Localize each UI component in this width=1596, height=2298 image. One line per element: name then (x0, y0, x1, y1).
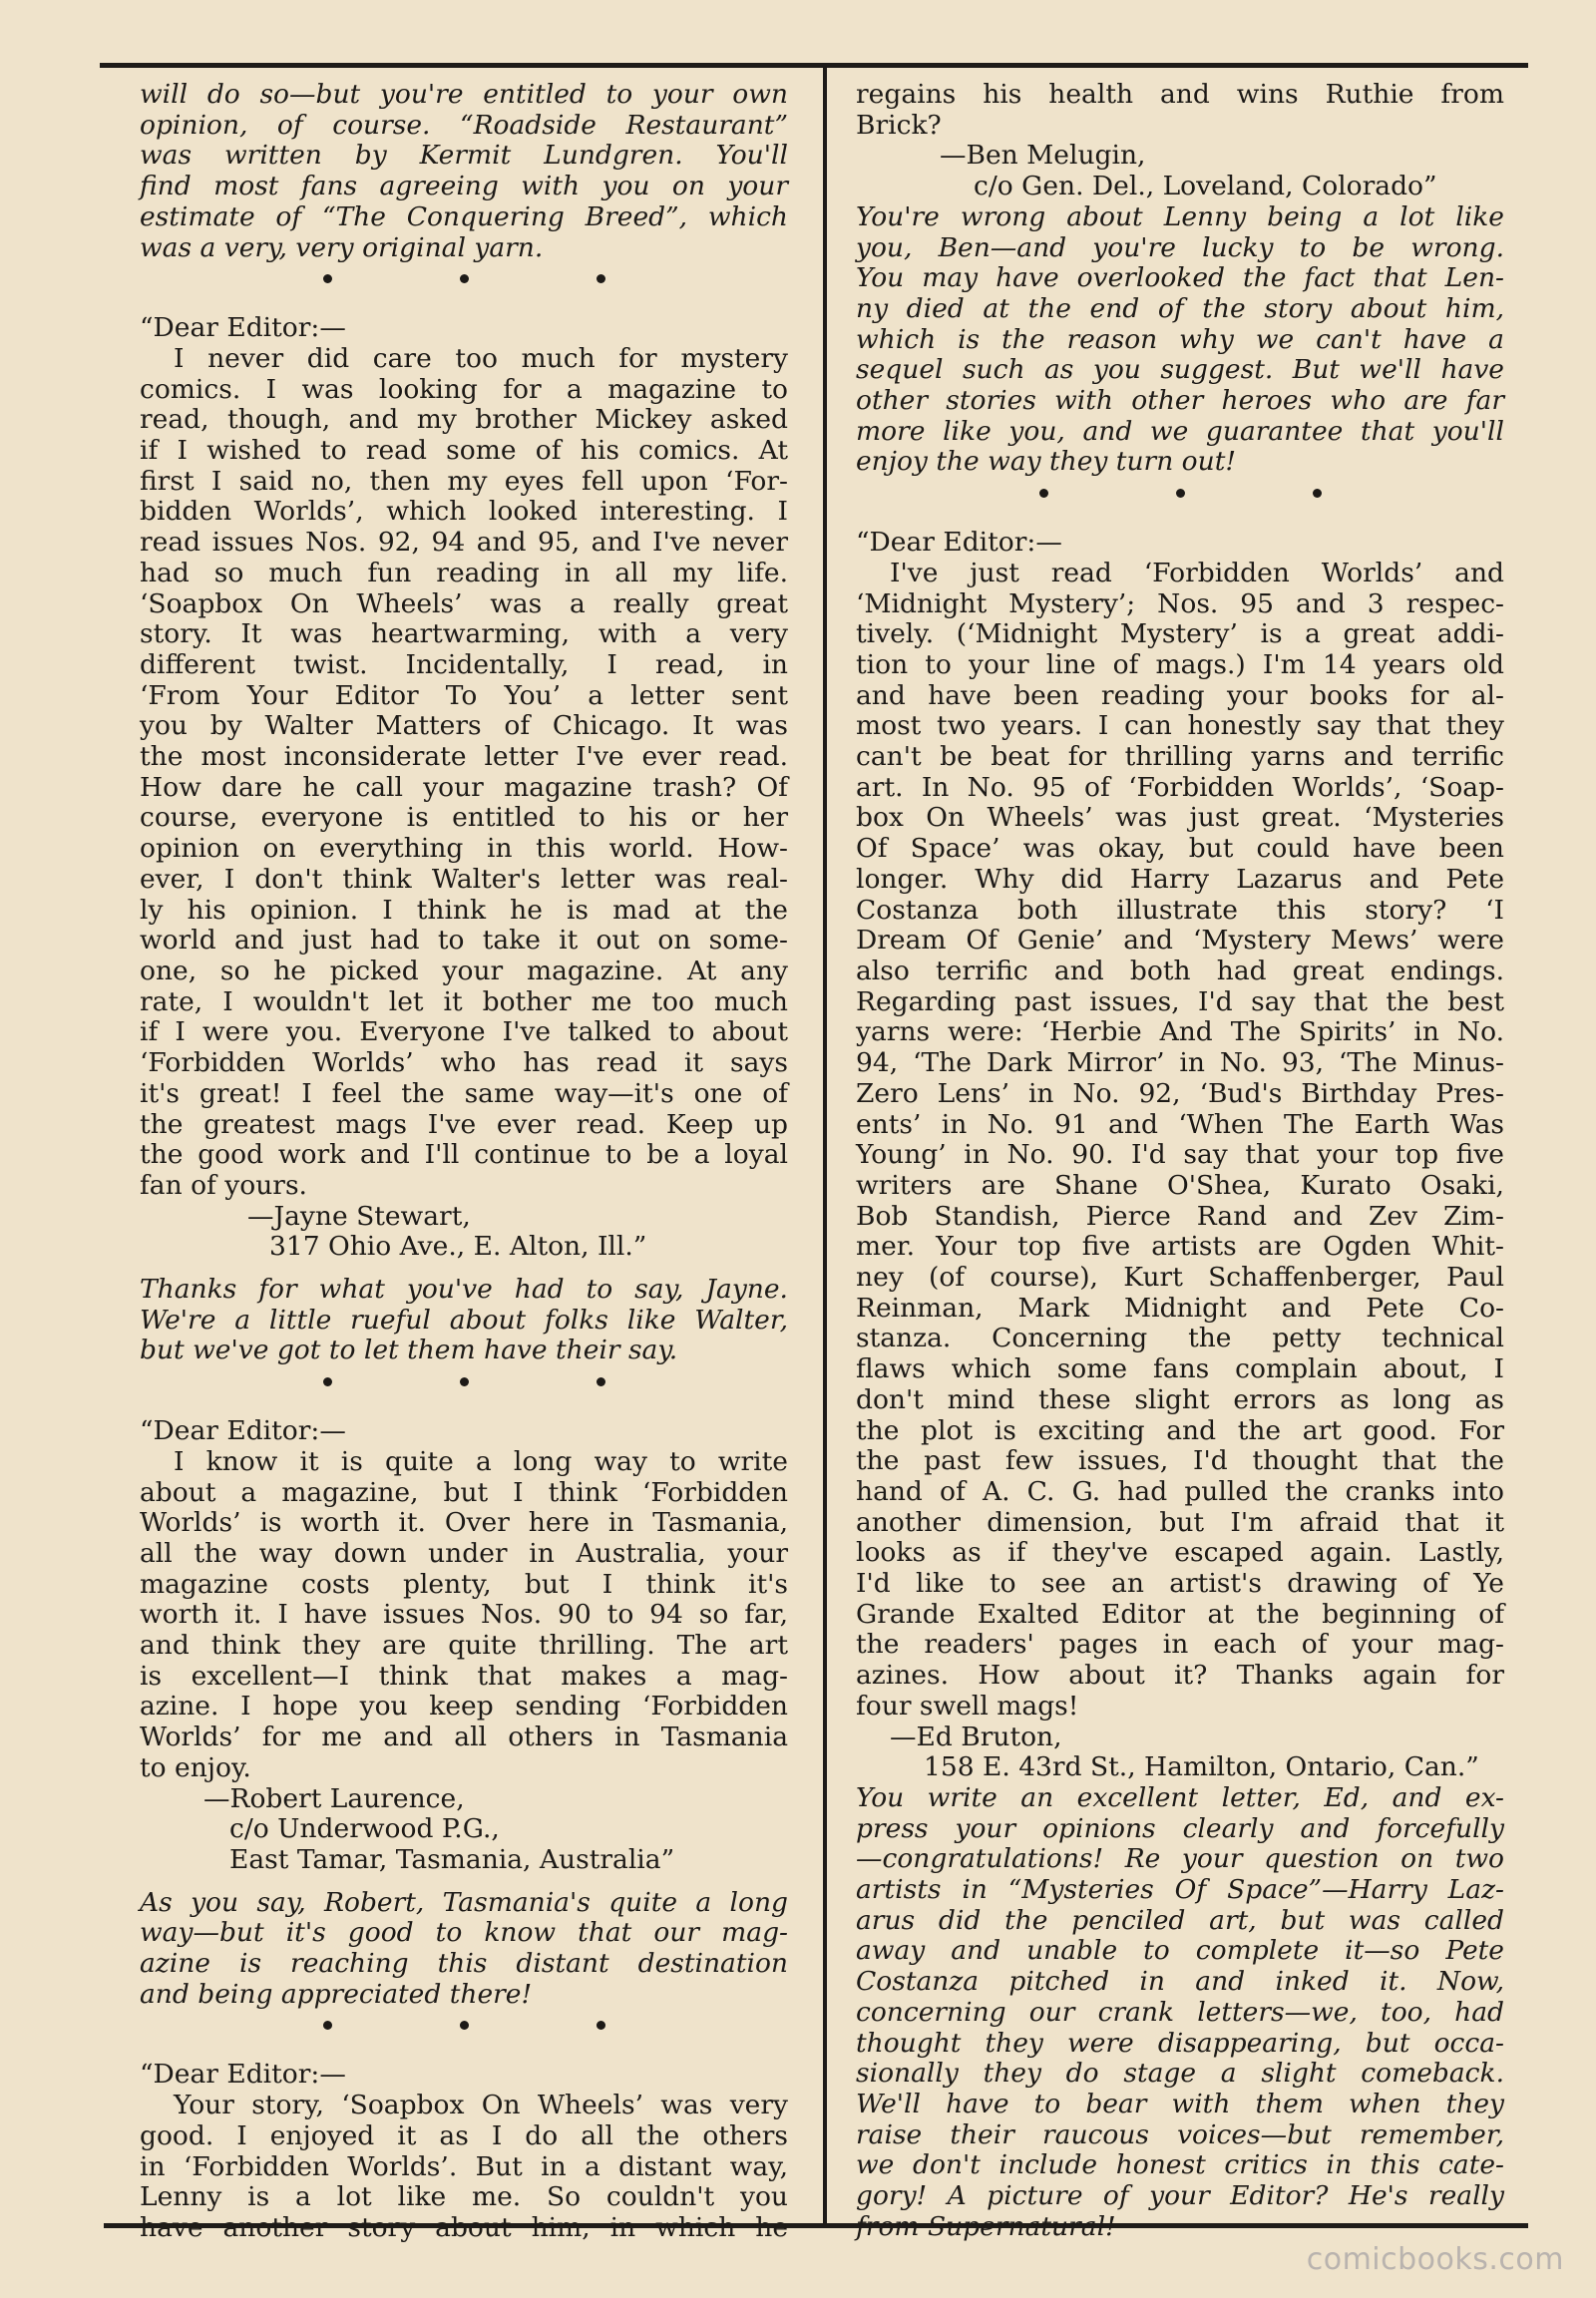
text-line: enjoy the way they turn out! (856, 446, 1237, 478)
text-line: world and just had to take it out on some- (140, 925, 788, 957)
text-line: thought they were disappearing, but occa- (856, 2027, 1504, 2059)
text-line: first I said no, then my eyes fell upon ‘For- (140, 465, 788, 497)
letter-salutation: “Dear Editor:— (140, 1415, 346, 1447)
text-line: flaws which some fans complain about, I (856, 1353, 1504, 1385)
text-line: ny died at the end of the story about him, (856, 292, 1504, 324)
text-line: in ‘Forbidden Worlds’. But in a distant way, (140, 2150, 788, 2182)
text-line: had so much fun reading in all my life. (140, 557, 788, 588)
text-line: azines. How about it? Thanks again for (856, 1660, 1504, 1692)
text-line: ents’ in No. 91 and ‘When The Earth Was (856, 1108, 1504, 1140)
letter-address: 158 E. 43rd St., Hamilton, Ontario, Can.” (924, 1751, 1479, 1783)
text-line: ‘From Your Editor To You’ a letter sent (140, 679, 788, 711)
text-line: Dream Of Genie’ and ‘Mystery Mews’ were (856, 925, 1504, 957)
right-column (856, 80, 1504, 2243)
text-line: azine. I hope you keep sending ‘Forbidden (140, 1691, 788, 1723)
letter-signature: —Ben Melugin, (940, 140, 1146, 172)
text-line: which is the reason why we can't have a (856, 323, 1504, 355)
text-line: don't mind these slight errors as long as (856, 1383, 1504, 1415)
text-line: bidden Worlds’, which looked interesting. I (140, 496, 788, 528)
text-line: can't be beat for thrilling yarns and terrific (856, 741, 1504, 773)
text-line: about a magazine, but I think ‘Forbidden (140, 1476, 788, 1508)
text-line: ‘Soapbox On Wheels’ was a really great (140, 587, 788, 619)
text-line: the most inconsiderate letter I've ever read. (140, 741, 788, 773)
text-line: magazine costs plenty, but I think it's (140, 1568, 788, 1600)
text-line: rate, I wouldn't let it bother me too much (140, 985, 788, 1017)
letter (140, 313, 788, 1366)
text-line: all the way down under in Australia, your (140, 1537, 788, 1569)
text-line: most two years. I can honestly say that they (856, 710, 1504, 742)
letter (856, 528, 1504, 2242)
text-line: but we've got to let them have their say. (140, 1335, 678, 1366)
editor-reply (856, 1783, 1504, 2243)
text-line: was written by Kermit Lundgren. You'll (140, 140, 788, 172)
text-line: Grande Exalted Editor at the beginning of (856, 1598, 1504, 1630)
text-line: 94, ‘The Dark Mirror’ in No. 93, ‘The Minus- (856, 1047, 1504, 1079)
text-line: have another story about him, in which he (140, 2212, 788, 2243)
text-line: Thanks for what you've had to say, Jayne. (140, 1274, 788, 1306)
text-line: and think they are quite thrilling. The art (140, 1630, 788, 1662)
text-line: yarns were: ‘Herbie And The Spirits’ in No. (856, 1016, 1504, 1048)
text-line: is excellent—I think that makes a mag- (140, 1660, 788, 1692)
text-line: if I were you. Everyone I've talked to about (140, 1016, 788, 1048)
separator-dots (140, 1366, 788, 1396)
text-line: press your opinions clearly and forcefully (856, 1812, 1504, 1844)
text-line: ney (of course), Kurt Schaffenberger, Paul (856, 1262, 1504, 1294)
editor-reply (140, 80, 788, 263)
text-line: away and unable to complete it—so Pete (856, 1935, 1504, 1967)
text-line: one, so he picked your magazine. At any (140, 955, 788, 986)
text-line: it's great! I feel the same way—it's one of (140, 1077, 788, 1109)
text-line: gory! A picture of your Editor? He's really (856, 2180, 1504, 2212)
text-line: arus did the penciled art, but was called (856, 1904, 1504, 1936)
text-line: Worlds’ is worth it. Over here in Tasmania, (140, 1507, 788, 1539)
editor-reply (856, 202, 1504, 478)
text-line: opinion, of course. “Roadside Restaurant” (140, 109, 788, 141)
text-line: course, everyone is entitled to his or her (140, 802, 788, 834)
text-line: azine is reaching this distant destination (140, 1948, 788, 1980)
letter-salutation: “Dear Editor:— (140, 312, 346, 344)
text-line: You write an excellent letter, Ed, and ex- (856, 1781, 1504, 1813)
text-line: the plot is exciting and the art good. For (856, 1414, 1504, 1446)
text-line: different twist. Incidentally, I read, in (140, 648, 788, 680)
text-line: read, though, and my brother Mickey asked (140, 404, 788, 436)
text-line: You're wrong about Lenny being a lot like (856, 200, 1504, 232)
text-line: Lenny is a lot like me. So couldn't you (140, 2181, 788, 2213)
text-line: concerning our crank letters—we, too, had (856, 1996, 1504, 2028)
text-line: tion to your line of mags.) I'm 14 years old (856, 648, 1504, 680)
text-line: will do so—but you're entitled to your own (140, 79, 788, 110)
text-line: the readers' pages in each of your mag- (856, 1629, 1504, 1661)
letter (140, 1416, 788, 2010)
text-line: the greatest mags I've ever read. Keep up (140, 1108, 788, 1140)
text-line: ‘Forbidden Worlds’ who has read it says (140, 1047, 788, 1079)
text-line: box On Wheels’ was just great. ‘Mysteries (856, 802, 1504, 834)
text-line: I've just read ‘Forbidden Worlds’ and (890, 557, 1504, 588)
text-line: stanza. Concerning the petty technical (856, 1323, 1504, 1354)
text-line: hand of A. C. G. had pulled the cranks into (856, 1475, 1504, 1507)
text-line: sionally they do stage a slight comeback. (856, 2058, 1504, 2090)
text-line: comics. I was looking for a magazine to (140, 373, 788, 405)
text-line: we don't include honest critics in this cate- (856, 2149, 1504, 2181)
text-line: I know it is quite a long way to write (174, 1445, 788, 1477)
text-line: art. In No. 95 of ‘Forbidden Worlds’, ‘Soap- (856, 771, 1504, 803)
separator-dots (856, 478, 1504, 508)
text-line: story. It was heartwarming, with a very (140, 618, 788, 650)
editor-reply (140, 1888, 788, 2011)
text-line: We're a little rueful about folks like Walter, (140, 1304, 788, 1336)
text-line: Regarding past issues, I'd say that the best (856, 985, 1504, 1017)
text-line: artists in “Mysteries Of Space”—Harry Laz- (856, 1874, 1504, 1906)
text-line: four swell mags! (856, 1690, 1079, 1722)
text-line: sequel such as you suggest. But we'll have (856, 354, 1504, 386)
letter-salutation: “Dear Editor:— (856, 527, 1062, 559)
text-line: Your story, ‘Soapbox On Wheels’ was very (174, 2090, 788, 2121)
text-line: looks as if they've escaped again. Lastly, (856, 1537, 1504, 1569)
text-line: mer. Your top five artists are Ogden Whit- (856, 1231, 1504, 1263)
text-line: way—but it's good to know that our mag- (140, 1917, 788, 1949)
text-line: if I wished to read some of his comics. At (140, 435, 788, 467)
text-line: read issues Nos. 92, 94 and 95, and I've never (140, 527, 788, 559)
text-line: ‘Midnight Mystery’; Nos. 95 and 3 respec- (856, 587, 1504, 619)
letter-continued (856, 80, 1504, 202)
text-line: You may have overlooked the fact that Len- (856, 262, 1504, 294)
column-divider (823, 68, 827, 2223)
text-line: Of Space’ was okay, but could have been (856, 833, 1504, 865)
text-line: you, Ben—and you're lucky to be wrong. (856, 231, 1504, 263)
text-line: another dimension, but I'm afraid that it (856, 1506, 1504, 1538)
text-line: estimate of “The Conquering Breed”, which (140, 200, 788, 232)
text-line: Costanza both illustrate this story? ‘I (856, 894, 1504, 926)
letter-signature: —Robert Laurence, (203, 1782, 465, 1814)
letter-salutation: “Dear Editor:— (140, 2059, 346, 2091)
text-line: I'd like to see an artist's drawing of Ye (856, 1568, 1504, 1600)
editor-reply (140, 1275, 788, 1366)
text-line: —congratulations! Re your question on two (856, 1843, 1504, 1875)
site-watermark: comicbooks.com (1306, 2242, 1564, 2277)
text-line: fan of yours. (140, 1169, 307, 1201)
separator-dots (140, 263, 788, 293)
text-line: ever, I don't think Walter's letter was real- (140, 863, 788, 895)
top-rule (100, 63, 1528, 68)
separator-dots (140, 2010, 788, 2040)
text-line: I never did care too much for mystery (174, 342, 788, 374)
text-line: find most fans agreeing with you on your (140, 171, 788, 202)
text-line: Brick? (856, 109, 942, 141)
letter-address: c/o Gen. Del., Loveland, Colorado” (974, 171, 1437, 202)
text-line: and being appreciated there! (140, 1978, 533, 2010)
text-line: Worlds’ for me and all others in Tasmania (140, 1722, 788, 1753)
text-line: Costanza pitched in and inked it. Now, (856, 1966, 1504, 1998)
letter-signature: —Jayne Stewart, (247, 1200, 471, 1232)
text-line: you by Walter Matters of Chicago. It was (140, 710, 788, 742)
letter (140, 2060, 788, 2243)
letter-signature: —Ed Bruton, (890, 1721, 1062, 1752)
text-line: Bob Standish, Pierce Rand and Zev Zim- (856, 1200, 1504, 1232)
text-line: raise their raucous voices—but remember, (856, 2118, 1504, 2150)
text-line: Reinman, Mark Midnight and Pete Co- (856, 1292, 1504, 1324)
text-line: the past few issues, I'd thought that the (856, 1445, 1504, 1477)
text-line: ly his opinion. I think he is mad at the (140, 894, 788, 926)
text-line: from Supernatural! (856, 2210, 1116, 2242)
letter-address: East Tamar, Tasmania, Australia” (229, 1843, 675, 1875)
text-line: other stories with other heroes who are far (856, 385, 1504, 417)
text-line: tively. (‘Midnight Mystery’ is a great addi- (856, 618, 1504, 650)
text-line: As you say, Robert, Tasmania's quite a long (140, 1886, 788, 1918)
left-column (140, 80, 788, 2244)
text-line: Young’ in No. 90. I'd say that your top five (856, 1139, 1504, 1171)
letter-address: c/o Underwood P.G., (229, 1813, 500, 1845)
text-line: opinion on everything in this world. How- (140, 833, 788, 865)
text-line: to enjoy. (140, 1751, 251, 1783)
text-line: more like you, and we guarantee that you'll (856, 415, 1504, 447)
text-line: good. I enjoyed it as I do all the others (140, 2119, 788, 2151)
text-line: was a very, very original yarn. (140, 231, 544, 263)
text-line: worth it. I have issues Nos. 90 to 94 so far, (140, 1599, 788, 1631)
text-line: Zero Lens’ in No. 92, ‘Bud's Birthday Pres- (856, 1077, 1504, 1109)
letter-address: 317 Ohio Ave., E. Alton, Ill.” (269, 1231, 647, 1263)
text-line: the good work and I'll continue to be a loyal (140, 1139, 788, 1171)
text-line: also terrific and both had great endings. (856, 955, 1504, 986)
text-line: longer. Why did Harry Lazarus and Pete (856, 863, 1504, 895)
text-line: How dare he call your magazine trash? Of (140, 771, 788, 803)
text-line: We'll have to bear with them when they (856, 2089, 1504, 2119)
text-line: and have been reading your books for al- (856, 679, 1504, 711)
text-line: writers are Shane O'Shea, Kurato Osaki, (856, 1169, 1504, 1201)
text-line: regains his health and wins Ruthie from (856, 79, 1504, 110)
